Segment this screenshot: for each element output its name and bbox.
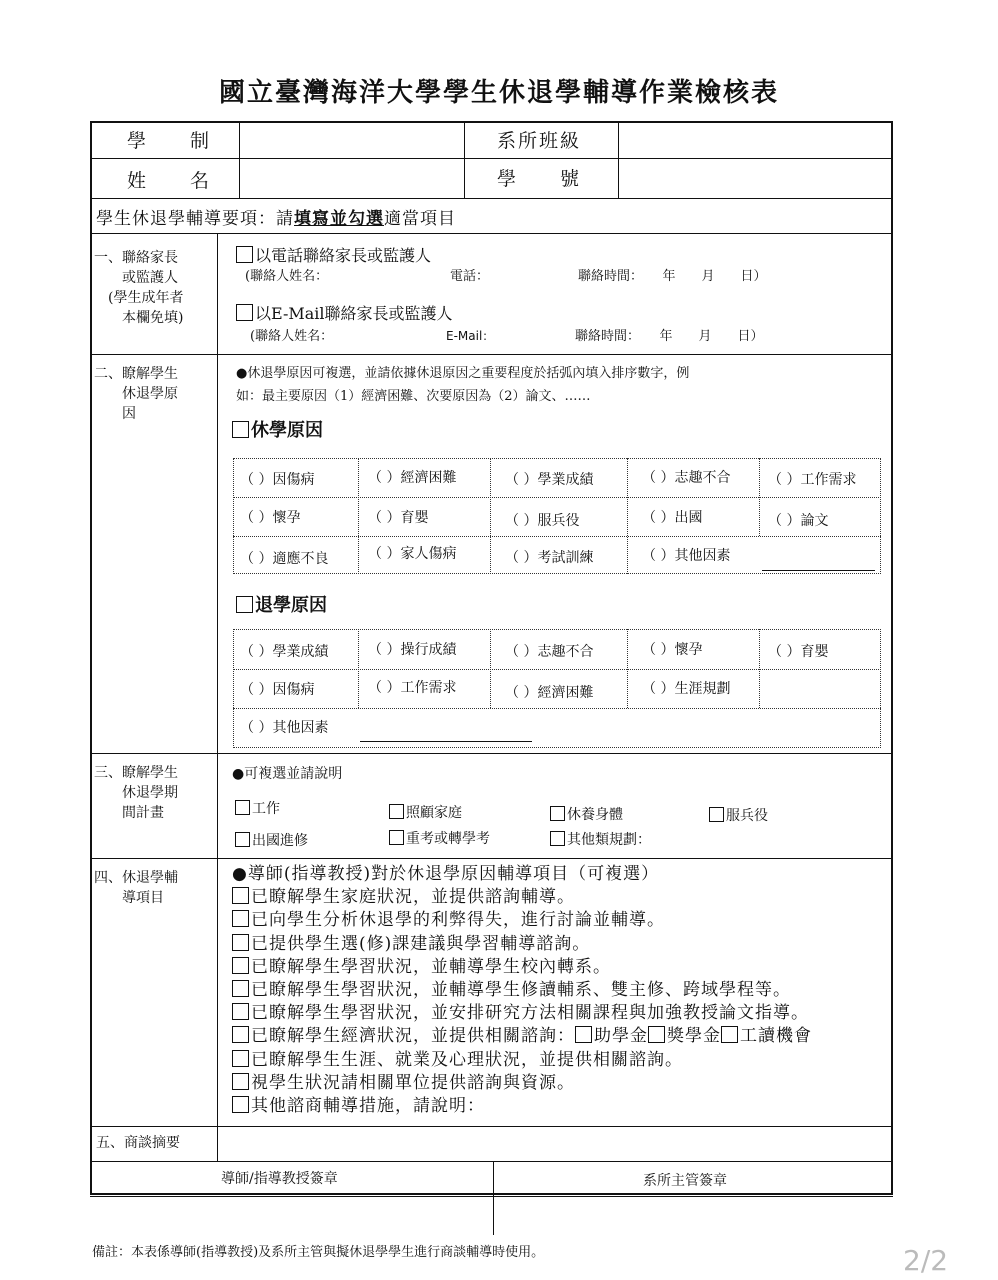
phone-time-label: 聯絡時間： 年 月 日） — [578, 269, 767, 284]
rule-header-bottom — [90, 198, 893, 199]
plan-checkbox[interactable] — [389, 804, 404, 819]
withdraw-item[interactable]: （ ）操行成績 — [368, 642, 457, 658]
dept-label: 系所班級 — [497, 130, 582, 152]
rule-section1-bottom — [90, 354, 893, 355]
id-field[interactable] — [624, 163, 888, 193]
counsel-checkbox[interactable] — [232, 1096, 249, 1113]
rule-v-sections — [217, 233, 218, 1161]
page-number: 2/2 — [903, 1244, 949, 1277]
scholarship-checkbox[interactable] — [648, 1026, 665, 1043]
leave-item[interactable]: （ ）考試訓練 — [505, 550, 594, 566]
instruction-emphasis: 填寫並勾選 — [294, 209, 384, 229]
leave-grid-row1 — [233, 497, 881, 498]
counsel-item-label: 視學生狀況請相關單位提供諮詢與資源。 — [251, 1072, 575, 1093]
plan-option[interactable] — [389, 802, 462, 822]
rule-section3-bottom — [90, 858, 893, 859]
plan-option[interactable] — [550, 829, 651, 849]
counsel-checkbox[interactable] — [232, 1003, 249, 1020]
counsel-item-label: 已瞭解學生學習狀況，並安排研究方法相關課程與加強教授論文指導。 — [251, 1003, 809, 1024]
counsel-checkbox[interactable] — [232, 934, 249, 951]
instruction-suffix: 適當項目 — [384, 209, 456, 229]
advisor-signature-field[interactable] — [95, 1200, 489, 1232]
counsel-checkbox[interactable] — [232, 910, 249, 927]
counsel-item-label: 其他諮商輔導措施，請說明： — [251, 1095, 485, 1116]
instruction-prefix: 學生休退學輔導要項：請 — [96, 209, 294, 229]
withdraw-item[interactable]: （ ）育嬰 — [768, 644, 829, 660]
counsel-heading: ●導師(指導教授)對於休退學原因輔導項目（可複選） — [232, 864, 660, 884]
leave-item[interactable]: （ ）懷孕 — [240, 510, 301, 526]
email-contact-label: (聯絡人姓名： — [250, 329, 334, 344]
counsel-item-label: 已瞭解學生家庭狀況，並提供諮詢輔導。 — [251, 887, 575, 908]
plan-option-label: 休養身體 — [567, 807, 623, 823]
form-title: 國立臺灣海洋大學學生休退學輔導作業檢核表 — [218, 78, 779, 108]
counsel-item[interactable] — [232, 1095, 812, 1118]
section1-label: 一、聯絡家長 或監護人 (學生成年者 本欄免填) — [94, 250, 184, 326]
phone-contact-label: (聯絡人姓名： — [245, 269, 329, 284]
rule-instruction-bottom — [90, 233, 893, 234]
withdraw-grid-col1 — [358, 629, 359, 708]
rule-v-header-1 — [239, 121, 240, 198]
rule-section2-bottom — [90, 753, 893, 754]
email-mail-label: E-Mail： — [446, 329, 495, 343]
plan-option[interactable] — [550, 804, 623, 824]
plan-option[interactable] — [235, 830, 308, 850]
class-field[interactable] — [244, 125, 460, 155]
counsel-item-label: 已向學生分析休退學的利弊得失，進行討論並輔導。 — [251, 910, 665, 931]
withdraw-item[interactable]: （ ）因傷病 — [240, 682, 315, 698]
leave-item[interactable]: （ ）論文 — [768, 513, 829, 529]
plan-option-label: 服兵役 — [726, 808, 768, 824]
counsel-item[interactable] — [232, 956, 812, 979]
withdraw-checkbox[interactable] — [236, 596, 253, 613]
withdraw-heading[interactable] — [236, 591, 327, 617]
scholarship-label: 獎學金 — [667, 1026, 721, 1047]
phone-option[interactable] — [236, 243, 431, 266]
withdraw-grid-row2 — [233, 708, 881, 709]
plan-option[interactable] — [235, 798, 280, 818]
rule-header-mid — [90, 158, 893, 159]
id-label: 學 號 — [497, 168, 582, 190]
withdraw-item[interactable]: （ ）志趣不合 — [505, 644, 594, 660]
leave-item[interactable]: （ ）出國 — [642, 510, 703, 526]
dept-field[interactable] — [624, 125, 888, 155]
plan-checkbox[interactable] — [709, 807, 724, 822]
rule-signature-header-bottom — [90, 1196, 893, 1197]
email-option-label: 以E-Mail聯絡家長或監護人 — [255, 304, 453, 323]
leave-item[interactable]: （ ）其他因素 — [642, 548, 731, 564]
withdraw-grid-col4 — [759, 629, 760, 708]
plan-option-label: 重考或轉學考 — [406, 831, 490, 847]
plan-note: ●可複選並請說明 — [232, 766, 343, 782]
plan-option-label: 出國進修 — [252, 833, 308, 849]
leave-item[interactable]: （ ）學業成績 — [505, 472, 594, 488]
counsel-item[interactable] — [232, 1072, 812, 1095]
withdraw-item[interactable]: （ ）學業成績 — [240, 644, 329, 660]
counsel-item[interactable] — [232, 886, 812, 909]
reason-note-line1: ●休退學原因可複選，並請依據休退原因之重要程度於括弧內填入排序數字，例 — [236, 366, 690, 381]
leave-item[interactable]: （ ）服兵役 — [505, 513, 580, 529]
counsel-item-label: 已瞭解學生學習狀況，並輔導學生修讀輔系、雙主修、跨域學程等。 — [251, 979, 791, 1000]
plan-option-label: 照顧家庭 — [406, 805, 462, 821]
section4-label: 四、休退學輔 導項目 — [94, 870, 178, 906]
counsel-checkbox[interactable] — [232, 957, 249, 974]
leave-item[interactable]: （ ）因傷病 — [240, 472, 315, 488]
counsel-checkbox[interactable] — [232, 1073, 249, 1090]
email-time-label: 聯絡時間： 年 月 日） — [575, 329, 764, 344]
plan-option-label: 其他類規劃： — [567, 832, 651, 848]
counsel-checkbox[interactable] — [232, 887, 249, 904]
withdraw-grid-col2 — [490, 629, 491, 708]
leave-title: 休學原因 — [251, 420, 323, 441]
counsel-item-label: 已瞭解學生生涯、就業及心理狀況，並提供相關諮詢。 — [251, 1049, 683, 1070]
section3-label: 三、瞭解學生 休退學期 間計畫 — [94, 765, 178, 821]
chair-signature-label: 系所主管簽章 — [643, 1173, 727, 1189]
class-label: 學 制 — [127, 130, 212, 152]
section2-label: 二、瞭解學生 休退學原 因 — [94, 366, 178, 422]
leave-other-underline[interactable] — [762, 570, 875, 571]
phone-option-label: 以電話聯絡家長或監護人 — [255, 246, 432, 265]
email-option[interactable] — [236, 301, 453, 324]
withdraw-title: 退學原因 — [255, 595, 327, 616]
section5-label: 五、商談摘要 — [96, 1135, 180, 1151]
counsel-item-label: 已提供學生選(修)課建議與學習輔導諮詢。 — [251, 933, 591, 954]
withdraw-item[interactable]: （ ）工作需求 — [368, 680, 457, 696]
counsel-item-label: 已瞭解學生學習狀況，並輔導學生校內轉系。 — [251, 956, 611, 977]
plan-checkbox[interactable] — [235, 800, 250, 815]
email-checkbox[interactable] — [236, 304, 253, 321]
leave-item[interactable]: （ ）工作需求 — [768, 472, 857, 488]
withdraw-item[interactable]: （ ）懷孕 — [642, 642, 703, 658]
instruction — [96, 204, 456, 229]
plan-checkbox[interactable] — [389, 830, 404, 845]
rule-v-header-3 — [618, 121, 619, 198]
plan-checkbox[interactable] — [235, 832, 250, 847]
leave-grid-col1 — [358, 458, 359, 574]
counsel-item[interactable] — [232, 979, 812, 1002]
leave-grid-col3 — [627, 458, 628, 574]
leave-item[interactable]: （ ）志趣不合 — [642, 470, 731, 486]
reason-note-line2: 如：最主要原因（1）經濟困難、次要原因為（2）論文、…… — [236, 389, 591, 404]
leave-item[interactable]: （ ）家人傷病 — [368, 546, 457, 562]
counsel-item[interactable] — [232, 909, 812, 932]
plan-option[interactable] — [389, 828, 490, 848]
leave-heading[interactable] — [232, 416, 323, 442]
counsel-checkbox[interactable] — [232, 980, 249, 997]
withdraw-item[interactable]: （ ）經濟困難 — [505, 685, 594, 701]
leave-item[interactable]: （ ）適應不良 — [240, 551, 329, 567]
plan-checkbox[interactable] — [550, 806, 565, 821]
leave-item[interactable]: （ ）育嬰 — [368, 510, 429, 526]
work-study-checkbox[interactable] — [721, 1026, 738, 1043]
rule-v-header-2 — [464, 121, 465, 198]
phone-tel-label: 電話： — [450, 269, 490, 284]
leave-item[interactable]: （ ）經濟困難 — [368, 470, 457, 486]
name-field[interactable] — [244, 163, 460, 193]
summary-field[interactable] — [222, 1130, 888, 1158]
aid-checkbox[interactable] — [575, 1026, 592, 1043]
advisor-signature-label: 導師/指導教授簽章 — [221, 1171, 338, 1187]
plan-option[interactable] — [709, 805, 768, 825]
withdraw-grid-col3 — [627, 629, 628, 708]
leave-grid-row2 — [233, 536, 881, 537]
rule-section5-bottom — [90, 1161, 893, 1162]
aid-label: 助學金 — [594, 1026, 648, 1047]
leave-grid-col4 — [759, 458, 760, 536]
withdraw-grid-row1 — [233, 669, 881, 670]
rule-section4-bottom — [90, 1126, 893, 1127]
rule-v-signatures — [493, 1161, 494, 1235]
counsel-item[interactable] — [232, 1025, 812, 1048]
plan-option-label: 工作 — [252, 801, 280, 817]
withdraw-other-underline[interactable] — [360, 741, 532, 742]
counsel-item[interactable] — [232, 933, 812, 956]
counsel-item-label: 已瞭解學生經濟狀況，並提供相關諮詢： — [251, 1026, 575, 1047]
counsel-checkbox[interactable] — [232, 1050, 249, 1067]
name-label: 姓 名 — [127, 170, 212, 192]
withdraw-item[interactable]: （ ）生涯規劃 — [642, 681, 731, 697]
leave-grid-col2 — [490, 458, 491, 574]
plan-checkbox[interactable] — [550, 831, 565, 846]
counsel-list — [232, 863, 812, 1118]
leave-checkbox[interactable] — [232, 421, 249, 438]
counsel-checkbox[interactable] — [232, 1026, 249, 1043]
counsel-item[interactable] — [232, 1049, 812, 1072]
phone-checkbox[interactable] — [236, 246, 253, 263]
footer-note: 備註：本表係導師(指導教授)及系所主管與擬休退學學生進行商談輔導時使用。 — [92, 1245, 545, 1260]
work-study-label: 工讀機會 — [740, 1026, 812, 1047]
chair-signature-field[interactable] — [498, 1200, 888, 1232]
counsel-item[interactable] — [232, 1002, 812, 1025]
withdraw-item[interactable]: （ ）其他因素 — [240, 720, 329, 736]
